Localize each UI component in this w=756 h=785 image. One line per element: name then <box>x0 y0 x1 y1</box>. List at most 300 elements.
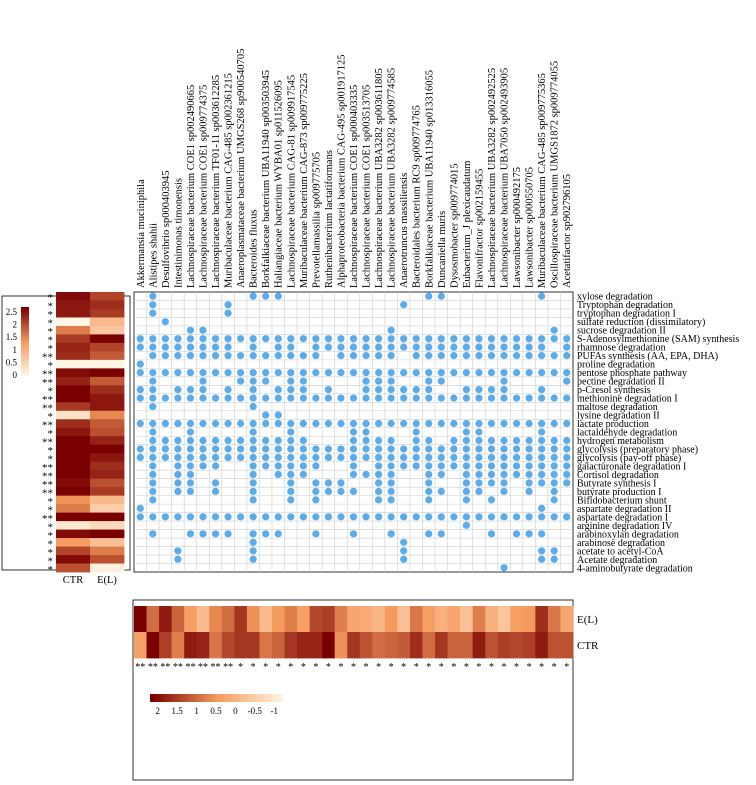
pathway-dot <box>563 513 570 520</box>
bottom-heat-cell <box>134 632 147 658</box>
pathway-dot <box>300 394 307 401</box>
pathway-dot <box>551 369 558 376</box>
pathway-dot <box>551 437 558 444</box>
bottom-heat-cell <box>310 606 323 632</box>
pathway-dot <box>275 420 282 427</box>
bottom-legend-swatch <box>259 694 263 702</box>
left-heat-cell <box>56 385 90 394</box>
bottom-star: ** <box>223 662 234 673</box>
bottom-legend-swatch <box>236 694 240 702</box>
pathway-dot <box>262 445 269 452</box>
pathway-label: Butyrate synthesis I <box>577 478 657 490</box>
pathway-dot <box>212 462 219 469</box>
pathway-dot <box>149 386 156 393</box>
pathway-dot <box>538 394 545 401</box>
pathway-dot <box>488 437 495 444</box>
pathway-dot <box>500 488 507 495</box>
pathway-dot <box>250 479 257 486</box>
left-heat-cell <box>56 555 90 564</box>
pathway-dot <box>187 437 194 444</box>
pathway-dot <box>350 352 357 359</box>
bottom-legend-swatch <box>160 694 164 702</box>
pathway-dot <box>563 445 570 452</box>
pathway-dot <box>400 454 407 461</box>
pathway-dot <box>287 335 294 342</box>
bottom-star: * <box>426 662 432 673</box>
left-heat-cell <box>56 368 90 377</box>
pathway-dot <box>500 479 507 486</box>
left-heat-cell <box>56 547 90 556</box>
left-heat-cell <box>90 402 124 411</box>
pathway-dot <box>237 394 244 401</box>
bottom-legend-swatch <box>157 694 161 702</box>
pathway-dot <box>199 445 206 452</box>
pathway-dot <box>500 335 507 342</box>
pathway-dot <box>475 428 482 435</box>
pathway-dot <box>526 420 533 427</box>
left-star: * <box>47 300 53 313</box>
pathway-dot <box>450 513 457 520</box>
pathway-dot <box>174 352 181 359</box>
bottom-heat-cell <box>448 632 461 658</box>
pathway-dot <box>413 513 420 520</box>
pathway-dot <box>312 344 319 351</box>
bottom-heat-cell <box>397 606 410 632</box>
pathway-dot <box>388 327 395 334</box>
pathway-label: acetate to acetyl-CoA <box>577 546 664 558</box>
pathway-dot <box>463 522 470 529</box>
pathway-dot <box>300 369 307 376</box>
bottom-heat-cell <box>222 632 235 658</box>
pathway-dot <box>325 445 332 452</box>
pathway-dot <box>300 445 307 452</box>
species-label: Lachnospiraceae bacterium COE1 sp003513705 <box>361 84 373 288</box>
pathway-dot <box>162 513 169 520</box>
pathway-dot <box>551 327 558 334</box>
pathway-label: Bifidobacterium shunt <box>577 495 667 507</box>
pathway-dot <box>187 513 194 520</box>
species-label: Lachnospiraceae bacterium TF01-11 sp003612285 <box>211 74 223 288</box>
pathway-dot <box>551 488 558 495</box>
pathway-dot <box>438 530 445 537</box>
pathway-dot <box>325 369 332 376</box>
pathway-dot <box>187 530 194 537</box>
pathway-dot <box>325 513 332 520</box>
pathway-dot <box>300 386 307 393</box>
pathway-dot <box>463 352 470 359</box>
pathway-dot <box>250 369 257 376</box>
pathway-dot <box>287 513 294 520</box>
pathway-dot <box>425 386 432 393</box>
pathway-dot <box>262 352 269 359</box>
pathway-dot <box>388 471 395 478</box>
pathway-dot <box>224 530 231 537</box>
pathway-dot <box>262 369 269 376</box>
pathway-dot <box>250 420 257 427</box>
pathway-label: aspartate degradation II <box>577 503 672 515</box>
pathway-dot <box>300 335 307 342</box>
species-label: Anaeroplasmataceae bacterium UMGS268 sp900540705 <box>236 48 248 288</box>
pathway-dot <box>237 454 244 461</box>
left-column-label: CTR <box>62 575 84 586</box>
pathway-dot <box>275 335 282 342</box>
left-heat-cell <box>90 292 124 301</box>
pathway-dot <box>250 335 257 342</box>
species-label: Haliangiaceae bacterium WYBA01 sp011526095 <box>273 80 285 288</box>
left-star: * <box>47 504 53 517</box>
bottom-heat-cell <box>548 606 561 632</box>
left-star: * <box>47 309 53 322</box>
bottom-heat-cell <box>460 606 473 632</box>
pathway-dot <box>199 344 206 351</box>
pathway-dot <box>149 462 156 469</box>
pathway-dot <box>538 530 545 537</box>
species-label: Lachnospiraceae bacterium UBA3282 sp009774585 <box>386 67 398 288</box>
pathway-dot <box>275 293 282 300</box>
pathway-dot <box>362 420 369 427</box>
bottom-star: * <box>288 662 294 673</box>
pathway-dot <box>137 335 144 342</box>
pathway-dot <box>413 428 420 435</box>
pathway-dot <box>400 539 407 546</box>
pathway-dot <box>337 454 344 461</box>
bottom-star: * <box>463 662 469 673</box>
left-heat-cell <box>90 547 124 556</box>
pathway-dot <box>551 547 558 554</box>
left-heat-cell <box>90 334 124 343</box>
left-star: * <box>47 563 53 576</box>
pathway-dot <box>312 462 319 469</box>
bottom-heat-cell <box>523 632 536 658</box>
pathway-label: lactate production <box>577 419 649 431</box>
pathway-dot <box>538 556 545 563</box>
pathway-dot <box>237 335 244 342</box>
pathway-dot <box>388 369 395 376</box>
bottom-star: ** <box>160 662 171 673</box>
pathway-label: glycolysis (preparatory phase) <box>577 444 699 456</box>
bottom-heat-cell <box>209 606 222 632</box>
pathway-dot <box>438 454 445 461</box>
pathway-dot <box>563 462 570 469</box>
pathway-dot <box>287 420 294 427</box>
pathway-dot <box>551 335 558 342</box>
pathway-dot <box>199 513 206 520</box>
pathway-dot <box>275 386 282 393</box>
pathway-dot <box>375 471 382 478</box>
bottom-heat-cell <box>322 632 335 658</box>
pathway-dot <box>174 420 181 427</box>
pathway-dot <box>199 462 206 469</box>
left-legend-tick: 0.5 <box>5 357 17 368</box>
left-heat-cell <box>90 419 124 428</box>
pathway-dot <box>438 513 445 520</box>
left-star: ** <box>42 419 53 432</box>
left-heat-cell <box>56 402 90 411</box>
pathway-dot <box>425 530 432 537</box>
left-heat-cell <box>90 300 124 309</box>
species-label: Oscillospiraceae bacterium UMGS1872 sp009774055 <box>549 60 561 288</box>
pathway-dot <box>526 530 533 537</box>
pathway-dot <box>312 369 319 376</box>
pathway-dot <box>187 352 194 359</box>
pathway-dot <box>174 335 181 342</box>
left-star: ** <box>42 436 53 449</box>
left-star: ** <box>42 478 53 491</box>
pathway-dot <box>350 471 357 478</box>
left-heat-cell <box>90 564 124 573</box>
bottom-heat-cell <box>159 606 172 632</box>
pathway-dot <box>325 454 332 461</box>
pathway-dot <box>400 301 407 308</box>
pathway-dot <box>475 420 482 427</box>
pathway-dot <box>149 377 156 384</box>
bottom-heat-cell <box>172 606 185 632</box>
pathway-dot <box>362 377 369 384</box>
pathway-dot <box>375 369 382 376</box>
pathway-dot <box>312 352 319 359</box>
pathway-dot <box>362 352 369 359</box>
pathway-label: methionine degradation I <box>577 393 678 405</box>
pathway-dot <box>450 454 457 461</box>
pathway-dot <box>538 462 545 469</box>
pathway-label: aspartate degradation I <box>577 512 669 524</box>
pathway-dot <box>162 394 169 401</box>
pathway-dot <box>413 335 420 342</box>
bottom-heat-cell <box>172 632 185 658</box>
bottom-heat-cell <box>473 606 486 632</box>
pathway-dot <box>337 420 344 427</box>
pathway-dot <box>224 335 231 342</box>
left-heat-cell <box>56 411 90 420</box>
pathway-dot <box>275 344 282 351</box>
pathway-dot <box>463 462 470 469</box>
pathway-dot <box>174 479 181 486</box>
bottom-legend-swatch <box>213 694 217 702</box>
bottom-star: * <box>275 662 281 673</box>
left-heat-cell <box>90 487 124 496</box>
bottom-legend-swatch <box>226 694 230 702</box>
pathway-dot <box>350 530 357 537</box>
species-label: Lachnospiraceae bacterium COE1 sp002490665 <box>185 84 197 288</box>
pathway-dot <box>187 369 194 376</box>
pathway-dot <box>425 445 432 452</box>
bottom-heat-cell <box>335 632 348 658</box>
pathway-dot <box>425 394 432 401</box>
bottom-star: * <box>413 662 419 673</box>
pathway-dot <box>425 352 432 359</box>
pathway-dot <box>388 513 395 520</box>
bottom-legend-swatch <box>233 694 237 702</box>
pathway-dot <box>300 420 307 427</box>
pathway-dot <box>538 344 545 351</box>
pathway-dot <box>199 454 206 461</box>
pathway-dot <box>563 437 570 444</box>
pathway-dot <box>312 420 319 427</box>
species-label: Akkermansia muciniphila <box>135 179 147 288</box>
left-heat-cell <box>90 479 124 488</box>
pathway-label: lysine degradation II <box>577 410 660 422</box>
pathway-dot <box>137 361 144 368</box>
pathway-dot <box>563 454 570 461</box>
bottom-heat-cell <box>197 632 210 658</box>
bottom-heat-cell <box>184 632 197 658</box>
pathway-dot <box>350 437 357 444</box>
bottom-heat-cell <box>523 606 536 632</box>
pathway-dot <box>250 530 257 537</box>
bottom-star: ** <box>147 662 158 673</box>
pathway-dot <box>438 369 445 376</box>
pathway-dot <box>275 394 282 401</box>
species-label: Prevotellamassilia sp009775705 <box>311 151 323 288</box>
pathway-dot <box>224 352 231 359</box>
pathway-dot <box>438 344 445 351</box>
pathway-dot <box>475 454 482 461</box>
pathway-dot <box>250 513 257 520</box>
pathway-dot <box>187 394 194 401</box>
pathway-label: lactaldehyde degradation <box>577 427 678 439</box>
species-label: Lawsonibacter sp000550705 <box>524 166 536 288</box>
pathway-dot <box>500 344 507 351</box>
pathway-dot <box>137 513 144 520</box>
bottom-legend-swatch <box>193 694 197 702</box>
left-heat-cell <box>56 309 90 318</box>
species-label: Lachnospiraceae bacterium COE1 sp009774375 <box>198 84 210 288</box>
pathway-dot <box>137 420 144 427</box>
pathway-dot <box>287 369 294 376</box>
left-star: * <box>47 428 53 440</box>
species-label: Duncaniella muris <box>436 210 448 288</box>
pathway-dot <box>149 352 156 359</box>
pathway-dot <box>224 513 231 520</box>
bottom-star: ** <box>197 662 208 673</box>
pathway-dot <box>488 335 495 342</box>
species-label: Muribaculaceae bacterium CAG-873 sp009775225 <box>298 73 310 288</box>
pathway-dot <box>250 377 257 384</box>
left-heat-cell <box>56 300 90 309</box>
pathway-dot <box>312 496 319 503</box>
pathway-label: S-Adenosylmethionine (SAM) synthesis <box>577 334 740 346</box>
left-heat-cell <box>56 419 90 428</box>
pathway-dot <box>400 462 407 469</box>
bottom-heat-cell <box>422 632 435 658</box>
species-label: Alistipes shahii <box>148 222 160 288</box>
pathway-dot <box>174 462 181 469</box>
pathway-dot <box>563 369 570 376</box>
bottom-heat-cell <box>485 632 498 658</box>
left-heat-cell <box>56 343 90 352</box>
pathway-dot <box>137 369 144 376</box>
pathway-dot <box>312 488 319 495</box>
pathway-dot <box>212 344 219 351</box>
left-star: * <box>47 538 53 551</box>
pathway-dot <box>275 513 282 520</box>
pathway-dot <box>463 445 470 452</box>
bottom-legend-swatch <box>246 694 250 702</box>
pathway-dot <box>199 352 206 359</box>
pathway-dot <box>400 335 407 342</box>
pathway-dot <box>262 293 269 300</box>
pathway-dot <box>551 513 558 520</box>
pathway-dot <box>362 344 369 351</box>
pathway-dot <box>475 394 482 401</box>
species-label: Lachnospiraceae bacterium UBA3282 sp003611805 <box>374 68 386 288</box>
left-heat-cell <box>56 530 90 539</box>
pathway-dot <box>262 454 269 461</box>
pathway-dot <box>287 437 294 444</box>
pathway-dot <box>174 471 181 478</box>
bottom-heat-cell <box>234 632 247 658</box>
pathway-dot <box>350 462 357 469</box>
left-heat-cell <box>90 351 124 360</box>
pathway-dot <box>162 437 169 444</box>
pathway-dot <box>162 454 169 461</box>
pathway-dot <box>425 496 432 503</box>
pathway-dot <box>526 454 533 461</box>
pathway-dot <box>375 335 382 342</box>
pathway-dot <box>513 335 520 342</box>
pathway-dot <box>337 344 344 351</box>
pathway-label: PUFAs synthesis (AA, EPA, DHA) <box>577 351 719 363</box>
pathway-dot <box>262 513 269 520</box>
bottom-heat-cell <box>297 606 310 632</box>
pathway-dot <box>400 547 407 554</box>
bottom-star: ** <box>210 662 221 673</box>
bottom-legend-swatch <box>275 694 279 702</box>
pathway-dot <box>513 437 520 444</box>
pathway-dot <box>174 369 181 376</box>
pathway-dot <box>563 335 570 342</box>
bottom-star: * <box>388 662 394 673</box>
pathway-dot <box>287 479 294 486</box>
bottom-heat-cell <box>498 606 511 632</box>
pathway-dot <box>262 335 269 342</box>
pathway-dot <box>174 513 181 520</box>
left-heat-cell <box>56 351 90 360</box>
pathway-dot <box>362 454 369 461</box>
pathway-dot <box>237 513 244 520</box>
pathway-dot <box>350 420 357 427</box>
pathway-dot <box>212 420 219 427</box>
bottom-heat-cell <box>360 632 373 658</box>
pathway-dot <box>250 539 257 546</box>
species-label: Desulfovibrio sp000403945 <box>160 170 172 288</box>
pathway-dot <box>312 335 319 342</box>
left-legend-tick: 0 <box>12 370 17 380</box>
pathway-dot <box>275 369 282 376</box>
pathway-dot <box>413 462 420 469</box>
bottom-heat-cell <box>498 632 511 658</box>
bottom-legend-swatch <box>190 694 194 702</box>
pathway-dot <box>425 420 432 427</box>
left-heat-cell <box>90 436 124 445</box>
pathway-dot <box>538 420 545 427</box>
pathway-dot <box>475 513 482 520</box>
bottom-heat-cell <box>272 632 285 658</box>
pathway-dot <box>488 479 495 486</box>
bottom-heat-cell <box>247 606 260 632</box>
bottom-heat-cell <box>548 632 561 658</box>
bottom-heat-cell <box>448 606 461 632</box>
species-label: Lachnospiraceae bacterium UBA3282 sp002492525 <box>486 67 498 288</box>
bottom-legend-swatch <box>206 694 210 702</box>
pathway-dot <box>362 369 369 376</box>
species-label: Borkfalkiaceae bacterium UBA11940 sp003503945 <box>261 69 273 288</box>
species-label: Borkfalkiaceae bacterium UBA11940 sp013316055 <box>424 69 436 288</box>
pathway-dot <box>425 462 432 469</box>
bottom-heat-cell <box>535 632 548 658</box>
pathway-dot <box>199 327 206 334</box>
bottom-heat-cell <box>385 632 398 658</box>
